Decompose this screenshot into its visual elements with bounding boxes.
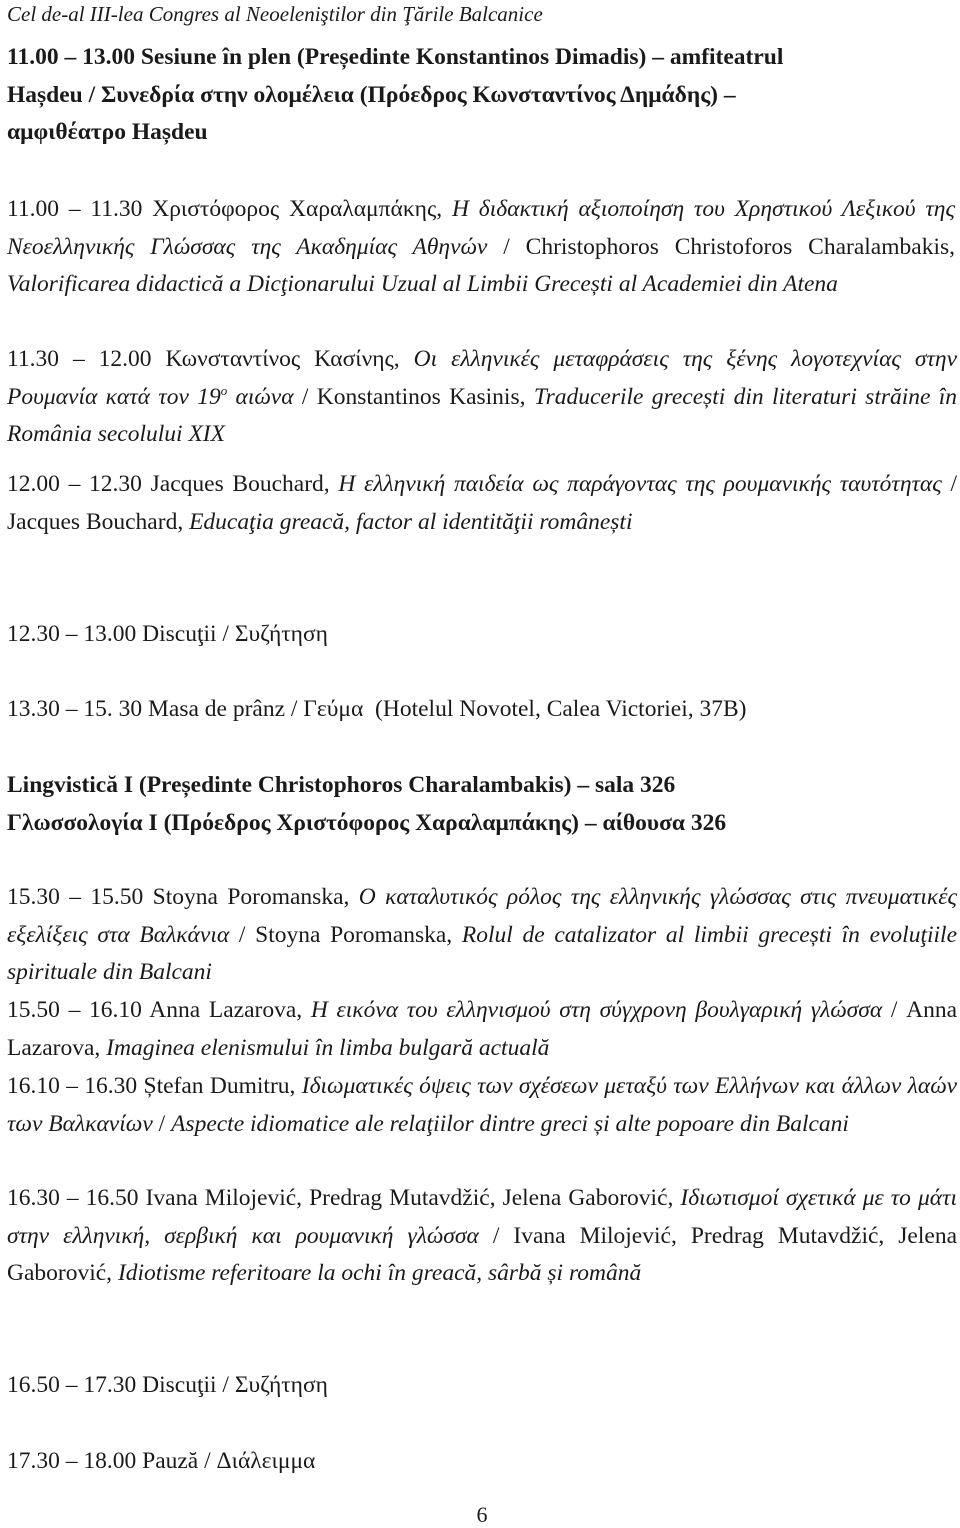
talk-time: 16.30 – 16.50: [7, 1185, 139, 1211]
title-ro: Rolul de catalizator al limbii grecești în evoluţiile spirituale din Balcani: [7, 921, 958, 985]
plenary-session-heading: 11.00 – 13.00 Sesiune în plen (Președinte Konstantinos Dimadis) – amfiteatrul Hașdeu / Συνεδρία στην ολομέλεια (Πρόεδρος Κωνσταντίνος Δημάδης) – αμφιθέατρο Hașdeu: [7, 44, 784, 145]
speaker-gr: Κωνσταντίνος Κασίνης,: [165, 346, 400, 372]
section-heading: Lingvistică I (Președinte Christophoros Charalambakis) – sala 326 Γλωσσολογία Ι (Πρόεδρος Χριστόφορος Χαραλαμπάκης) – αίθουσα 326: [7, 772, 727, 836]
speaker-ro: Stoyna Poromanska,: [255, 921, 453, 948]
speaker-gr: Χριστόφορος Χαραλαμπάκης,: [152, 196, 443, 222]
talk-time: 16.10 – 16.30: [7, 1073, 138, 1099]
title-ro: Traducerile grecești din literaturi străine în România secolului XIX: [7, 383, 958, 447]
talk-entry-4: [7, 879, 957, 992]
speaker-ro: Jacques Bouchard,: [7, 508, 184, 535]
title-ro: Imaginea elenismului în limba bulgară actuală: [106, 1034, 550, 1061]
speaker-ro: Ivana Milojević, Predrag Mutavdžić, Jelena Gaborović,: [7, 1222, 958, 1286]
discussion-1: 12.30 – 13.00 Discuţii / Συζήτηση: [7, 621, 328, 647]
page-number: 6: [476, 1502, 488, 1527]
title-gr: Ιδιωτισμοί σχετικά με το μάτι στην ελληνική, σερβική και ρουμανική γλώσσα: [7, 1185, 958, 1249]
speaker-ro: Anna Lazarova,: [7, 997, 957, 1061]
talk-entry-3: [7, 466, 957, 541]
separator: /: [301, 383, 309, 410]
speaker-gr: Anna Lazarova,: [149, 997, 303, 1023]
speaker-gr: Jacques Bouchard,: [150, 471, 330, 497]
speaker-gr: Ivana Milojević, Predrag Mutavdžić, Jelena Gaborović,: [145, 1185, 674, 1211]
title-gr: Ο καταλυτικός ρόλος της ελληνικής γλώσσας στις πνευματικές εξελίξεις στα Βαλκάνια: [7, 884, 957, 948]
separator: /: [238, 921, 246, 948]
separator: /: [890, 997, 898, 1023]
talk-time: 11.30 – 12.00: [7, 346, 152, 372]
talk-entry-5: [7, 992, 957, 1067]
talk-entry-6: [7, 1068, 957, 1143]
talk-time: 11.00 – 11.30: [7, 196, 143, 222]
title-ro: Valorificarea didactică a Dicţionarului Uzual al Limbii Grecești al Academiei din Atena: [7, 271, 838, 297]
separator: /: [158, 1110, 166, 1137]
lunch-break: 13.30 – 15. 30 Masa de prânz / Γεύμα (Hotelul Novotel, Calea Victoriei, 37B): [7, 696, 747, 722]
discussion-2: 16.50 – 17.30 Discuţii / Συζήτηση: [7, 1372, 328, 1398]
separator: /: [492, 1222, 500, 1249]
title-ro: Idiotisme referitoare la ochi în greacă, sârbă și română: [117, 1260, 642, 1286]
speaker-ro: Christophoros Christoforos Charalambakis,: [525, 233, 955, 260]
talk-time: 15.50 – 16.10: [7, 997, 142, 1023]
talk-time: 12.00 – 12.30: [7, 471, 142, 497]
title-gr: Η ελληνική παιδεία ως παράγοντας της ρουμανικής ταυτότητας: [338, 471, 942, 497]
talk-entry-1: [7, 191, 955, 304]
separator: /: [503, 233, 510, 260]
title-ro: Educaţia greacă, factor al identităţii românești: [189, 508, 633, 535]
separator: /: [950, 471, 958, 497]
speaker-gr: Stoyna Poromanska,: [152, 884, 350, 910]
title-gr: Η εικόνα του ελληνισμού στη σύγχρονη βουλγαρική γλώσσα: [310, 997, 883, 1023]
title-ro: Aspecte idiomatice ale relaţiilor dintre greci și alte popoare din Balcani: [171, 1110, 849, 1137]
title-gr: Η διδακτική αξιοποίηση του Χρηστικού Λεξικού της Νεοελληνικής Γλώσσας της Ακαδημίας Αθηνών: [7, 196, 956, 260]
talk-entry-2: [7, 341, 957, 454]
running-head: Cel de-al III-lea Congres al Neoeleniştilor din Ţările Balcanice: [7, 2, 543, 26]
speaker-ro: Konstantinos Kasinis,: [316, 383, 526, 410]
title-gr: Ιδιωματικές όψεις των σχέσεων μεταξύ των Ελλήνων και άλλων λαών των Βαλκανίων: [7, 1073, 958, 1137]
talk-time: 15.30 – 15.50: [7, 884, 144, 910]
talk-entry-7: [7, 1180, 957, 1293]
title-gr: Οι ελληνικές μεταφράσεις της ξένης λογοτεχνίας στην Ρουμανία κατά τον $19^o$ αιώνα: [7, 346, 958, 410]
coffee-break: 17.30 – 18.00 Pauză / Διάλειμμα: [7, 1448, 316, 1474]
speaker-gr: Ștefan Dumitru,: [143, 1073, 296, 1099]
